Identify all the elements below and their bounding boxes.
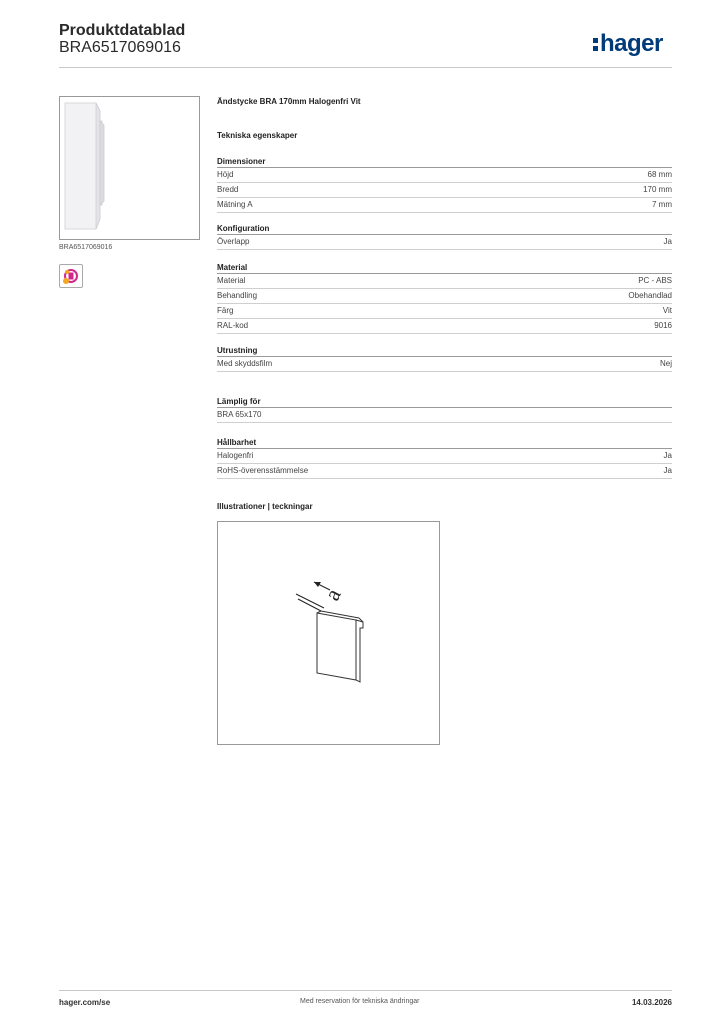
product-code: BRA6517069016 [59,39,181,56]
footer-divider [59,990,672,991]
group-utrustning [217,345,672,372]
dimension-a-label: a [319,584,346,605]
row-value: 7 mm [652,200,672,209]
table-row [217,408,672,423]
header-divider [59,67,672,68]
group-dimensioner [217,156,672,213]
end-cap-drawing-icon [218,522,439,744]
row-value: 170 mm [643,185,672,194]
table-row [217,304,672,319]
group-title: Lämplig för [217,396,672,408]
document-title: Produktdatablad [59,22,186,39]
table-row [217,198,672,213]
product-name: Ändstycke BRA 170mm Halogenfri Vit [217,97,361,106]
group-title: Material [217,262,672,274]
group-title: Konfiguration [217,223,672,235]
row-label: Material [217,276,246,285]
row-value: Vit [662,306,672,315]
group-title: Hållbarhet [217,437,672,449]
row-label: Överlapp [217,237,250,246]
row-label: BRA 65x170 [217,410,262,419]
row-label: Färg [217,306,234,315]
eco-label-icon [59,264,83,288]
row-label: Mätning A [217,200,253,209]
group-lamplig-for [217,396,672,423]
row-label: Behandling [217,291,258,300]
table-row [217,274,672,289]
table-row [217,357,672,372]
table-row [217,235,672,250]
row-value: Ja [663,237,672,246]
table-row [217,464,672,479]
hager-logo [593,30,663,58]
logo-text: hager [600,30,663,57]
group-konfiguration [217,223,672,250]
section-title: Tekniska egenskaper [217,131,298,140]
illustrations-title: Illustrationer | teckningar [217,502,313,511]
row-label: Bredd [217,185,239,194]
group-hallbarhet [217,437,672,479]
product-image [59,96,200,240]
row-label: Med skyddsfilm [217,359,273,368]
table-row [217,449,672,464]
row-value: 68 mm [647,170,672,179]
logo-dots-icon [593,35,599,51]
row-label: Höjd [217,170,234,179]
row-value: Obehandlad [628,291,672,300]
footer-date: 14.03.2026 [631,998,672,1007]
technical-drawing [217,521,440,745]
end-cap-photo-icon [60,97,199,239]
table-row [217,168,672,183]
table-row [217,289,672,304]
row-value: 9016 [654,321,672,330]
table-row [217,183,672,198]
row-value: Ja [663,451,672,460]
table-row [217,319,672,334]
footer-note: Med reservation för tekniska ändringar [300,998,420,1005]
row-value: Nej [659,359,672,368]
group-material [217,262,672,334]
image-caption: BRA6517069016 [59,244,113,251]
row-value: Ja [663,466,672,475]
footer-website: hager.com/se [59,998,111,1007]
row-label: Halogenfri [217,451,254,460]
group-title: Utrustning [217,345,672,357]
row-value: PC - ABS [638,276,672,285]
row-label: RoHS-överensstämmelse [217,466,309,475]
row-label: RAL-kod [217,321,249,330]
group-title: Dimensioner [217,156,672,168]
